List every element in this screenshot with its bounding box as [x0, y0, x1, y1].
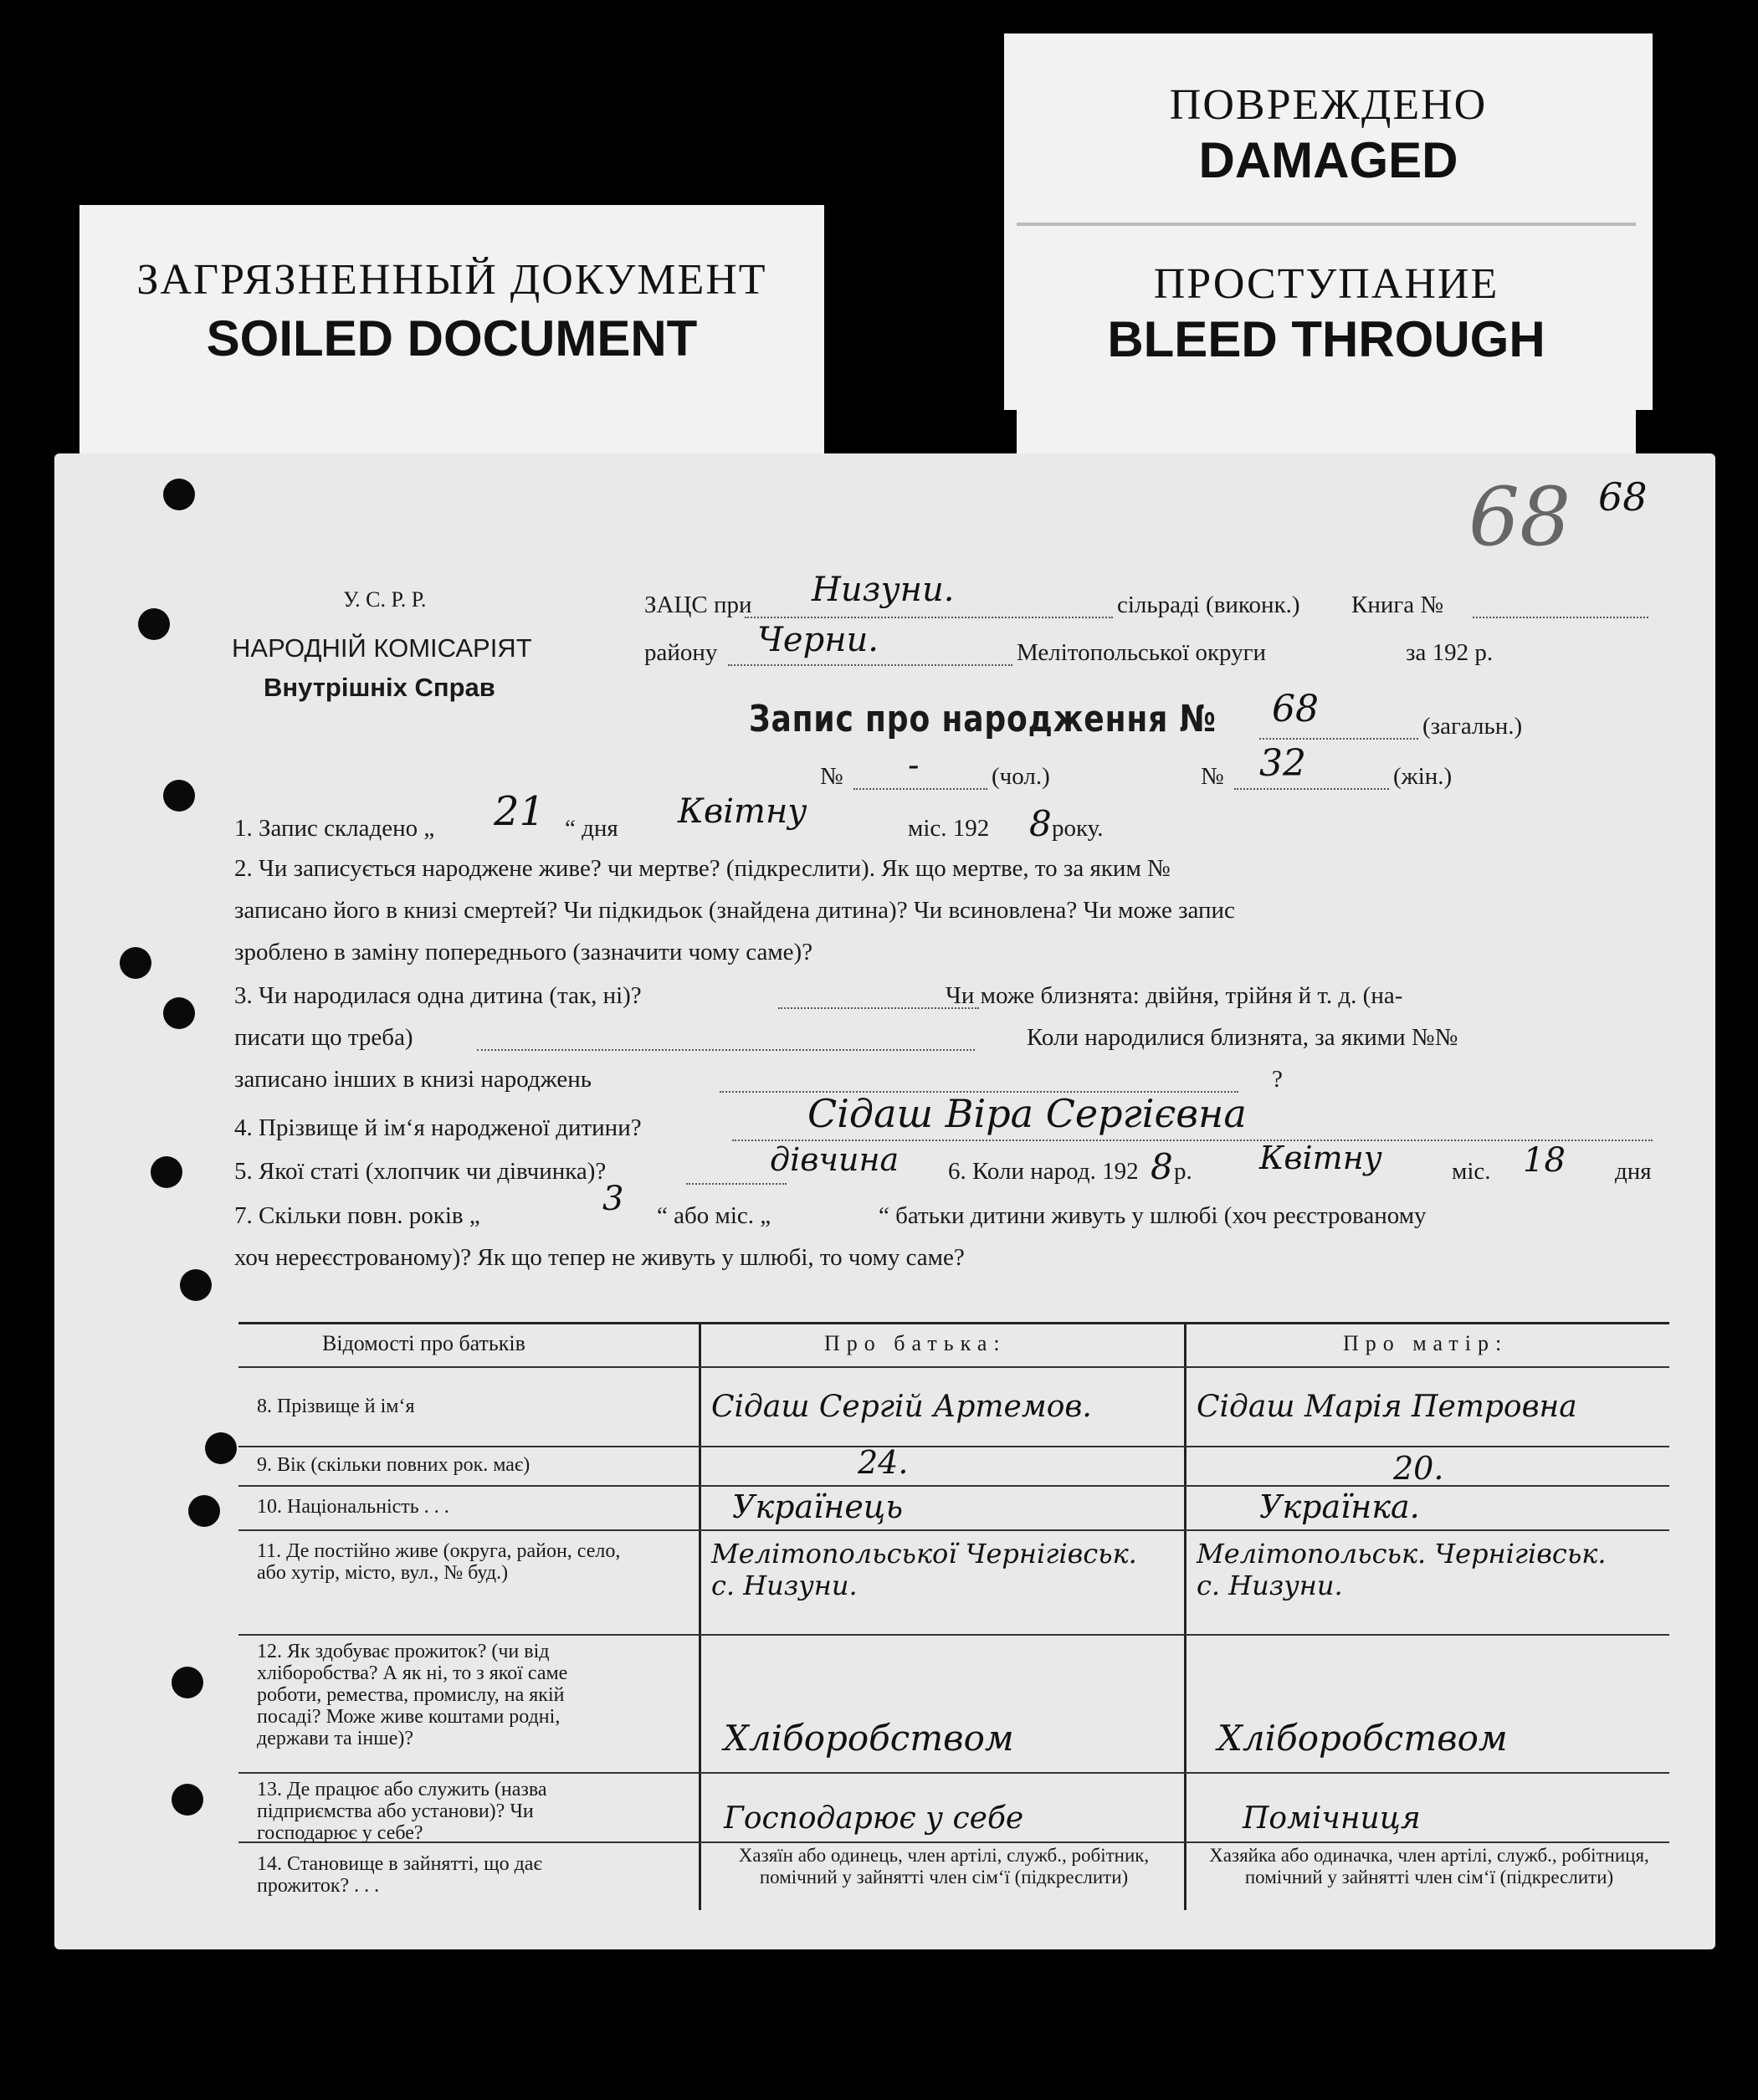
q7-months-label: “ або міс. „ [657, 1202, 771, 1229]
header-parents-info: Відомості про батьків [322, 1331, 525, 1355]
q1-day-label: “ дня [565, 815, 618, 842]
male-label: (чол.) [992, 763, 1050, 790]
birth-month-value: Квітну [1259, 1140, 1382, 1176]
q2-line3: зроблено в заміну попереднього (зазначити чому саме)? [234, 939, 813, 965]
q1-label: 1. Запис складено „ [234, 815, 435, 842]
total-number-line [1259, 738, 1418, 740]
male-number-line [853, 788, 987, 790]
row-label-residence: 11. Де постійно живе (округа, район, село, або хутір, місто, вул., № буд.) [257, 1540, 621, 1584]
bleed-through-tag [1017, 226, 1636, 456]
row-label-nationality: 10. Національність . . . [257, 1496, 449, 1518]
punch-hole [180, 1269, 212, 1301]
father-nationality: Українець [732, 1488, 904, 1525]
q7-label: 7. Скільки повн. років „ [234, 1202, 480, 1229]
q2-line1: 2. Чи записується народжене живе? чи мертве? (підкреслити). Як що мертве, то за яким № [234, 855, 1171, 882]
male-number-value: - [908, 746, 920, 785]
row-label-workplace: 13. Де працює або служить (назва підприємства або установи)? Чи господарює у себе? [257, 1779, 547, 1844]
father-name: Сідаш Сергій Артемов. [711, 1390, 1092, 1424]
mother-residence: Мелітопольськ. Чернігівськ. с. Низуни. [1197, 1538, 1607, 1601]
birth-record-document [54, 453, 1715, 1949]
zags-value: Низуни. [812, 571, 955, 609]
soiled-document-tag [79, 205, 824, 456]
female-number-value: 32 [1259, 742, 1306, 785]
q1-day: 21 [494, 788, 546, 835]
total-number-value: 68 [1272, 688, 1319, 730]
row-divider [238, 1634, 1669, 1636]
bleed-tag-ru: ПРОСТУПАНИЕ [1153, 260, 1499, 308]
row-divider [238, 1485, 1669, 1487]
q6-label: 6. Коли народ. 192 [948, 1158, 1139, 1185]
punch-hole [163, 479, 195, 510]
q3-line2-dots [477, 1049, 975, 1051]
q1-year-prefix: міс. 192 [908, 815, 990, 842]
year-label: за 192 р. [1406, 639, 1494, 666]
q1-year-suffix: року. [1052, 815, 1104, 842]
q6-year-suffix: р. [1174, 1158, 1192, 1185]
father-residence: Мелітопольської Чернігівськ. с. Низуни. [711, 1538, 1137, 1601]
punch-hole [138, 608, 170, 640]
raion-line [728, 664, 1012, 666]
q4-label: 4. Прізвище й ім‘я народженої дитини? [234, 1114, 642, 1141]
mother-age: 20. [1393, 1450, 1444, 1487]
row-divider [238, 1366, 1669, 1368]
punch-hole [172, 1667, 203, 1698]
punch-hole [120, 947, 151, 979]
q1-month: Квітну [678, 792, 807, 831]
punch-hole [163, 780, 195, 812]
father-position-options: Хазяїн або одинець, член артілі, служб., робітник, помічний у зайнятті член сім‘ї (підкреслити) [738, 1845, 1150, 1887]
q3-line1b: Чи може близнята: двійня, трійня й т. д. (на- [946, 982, 1403, 1009]
book-number-label: Книга № [1351, 592, 1444, 618]
damaged-tag-en: DAMAGED [1198, 132, 1458, 188]
marriage-years-value: 3 [602, 1180, 624, 1218]
q7-line2: хоч нереєстрованому)? Як що тепер не живуть у шлюбі, то чому саме? [234, 1244, 965, 1271]
punch-hole [163, 997, 195, 1029]
mother-nationality: Українка. [1259, 1488, 1420, 1525]
punch-hole [188, 1495, 220, 1527]
parents-table [238, 1322, 1669, 1910]
zags-suffix: сільраді (виконк.) [1117, 592, 1300, 618]
archive-number-large: 68 [1468, 470, 1571, 564]
raion-suffix: Мелітопольської округи [1017, 639, 1267, 666]
record-title: Запис про народження № [749, 698, 1217, 740]
birth-year-digit: 8 [1151, 1146, 1173, 1187]
q6-month-label: міс. [1452, 1158, 1491, 1185]
archive-number-small: 68 [1598, 474, 1648, 520]
damaged-tag-ru: ПОВРЕЖДЕНО [1169, 81, 1488, 129]
punch-hole [172, 1784, 203, 1816]
bleed-tag-en: BLEED THROUGH [1107, 311, 1545, 367]
column-divider [1184, 1324, 1187, 1910]
row-divider [238, 1772, 1669, 1774]
q7-rest: “ батьки дитини живуть у шлюбі (хоч реєстрованому [879, 1202, 1427, 1229]
birth-day-value: 18 [1523, 1141, 1566, 1180]
raion-value: Черни. [757, 621, 879, 659]
q1-year-digit: 8 [1029, 803, 1052, 844]
row-label-livelihood: 12. Як здобуває прожиток? (чи від хліборобства? А як ні, то з якої саме роботи, ремества, промислу, на якій посаді? Може живе коштами родні, держави та інше)? [257, 1641, 568, 1749]
female-number-line [1234, 788, 1389, 790]
row-label-age: 9. Вік (скільки повних рок. має) [257, 1454, 530, 1476]
q5-line [686, 1183, 787, 1185]
q3-question: ? [1272, 1066, 1283, 1093]
commissariat-label: НАРОДНІЙ КОМІСАРІЯТ [232, 633, 532, 663]
mother-name: Сідаш Марія Петровна [1197, 1390, 1577, 1424]
book-line [1473, 617, 1648, 618]
usrr-label: У. С. Р. Р. [343, 587, 427, 612]
total-label: (загальн.) [1422, 713, 1523, 740]
raion-prefix: району [644, 639, 718, 666]
soiled-tag-en: SOILED DOCUMENT [206, 310, 698, 366]
column-divider [699, 1324, 701, 1910]
row-divider [238, 1446, 1669, 1447]
father-age: 24. [858, 1444, 909, 1481]
q6-day-label: дня [1615, 1158, 1652, 1185]
q3-line3: записано інших в книзі народжень [234, 1066, 592, 1093]
header-mother: Про матір: [1343, 1331, 1509, 1355]
father-livelihood: Хліборобством [724, 1718, 1014, 1759]
mother-livelihood: Хліборобством [1217, 1718, 1508, 1759]
child-name-value: Сідаш Віра Сергієвна [807, 1091, 1247, 1136]
child-sex-value: дівчина [770, 1141, 900, 1178]
mother-workplace: Помічниця [1243, 1801, 1421, 1836]
row-label-position: 14. Становище в зайнятті, що дає прожиток? . . . [257, 1853, 542, 1897]
zags-line [745, 617, 1113, 618]
female-label: (жін.) [1393, 763, 1453, 790]
soiled-tag-ru: ЗАГРЯЗНЕННЫЙ ДОКУМЕНТ [136, 256, 767, 304]
zags-prefix: ЗАЦС при [644, 592, 752, 618]
q5-label: 5. Якої статі (хлопчик чи дівчинка)? [234, 1158, 607, 1185]
q3-line2: писати що треба) [234, 1024, 413, 1051]
female-number-sign: № [1201, 763, 1224, 790]
punch-hole [205, 1432, 237, 1464]
q2-line2: записано його в книзі смертей? Чи підкидьок (знайдена дитина)? Чи всиновлена? Чи може запис [234, 897, 1235, 924]
father-workplace: Господарює у себе [724, 1801, 1024, 1836]
punch-hole [151, 1156, 182, 1188]
row-divider [238, 1529, 1669, 1531]
row-label-name: 8. Прізвище й ім‘я [257, 1396, 415, 1417]
q3-line2b: Коли народилися близнята, за якими №№ [1027, 1024, 1458, 1051]
mother-position-options: Хазяйка або одиначка, член артілі, служб., робітниця, помічний у зайнятті член сім‘ї (підкреслити) [1209, 1845, 1649, 1887]
ministry-label: Внутрішніх Справ [264, 673, 495, 702]
q3-line1: 3. Чи народилася одна дитина (так, ні)? [234, 982, 642, 1009]
male-number-sign: № [820, 763, 843, 790]
header-father: Про батька: [824, 1331, 1007, 1355]
